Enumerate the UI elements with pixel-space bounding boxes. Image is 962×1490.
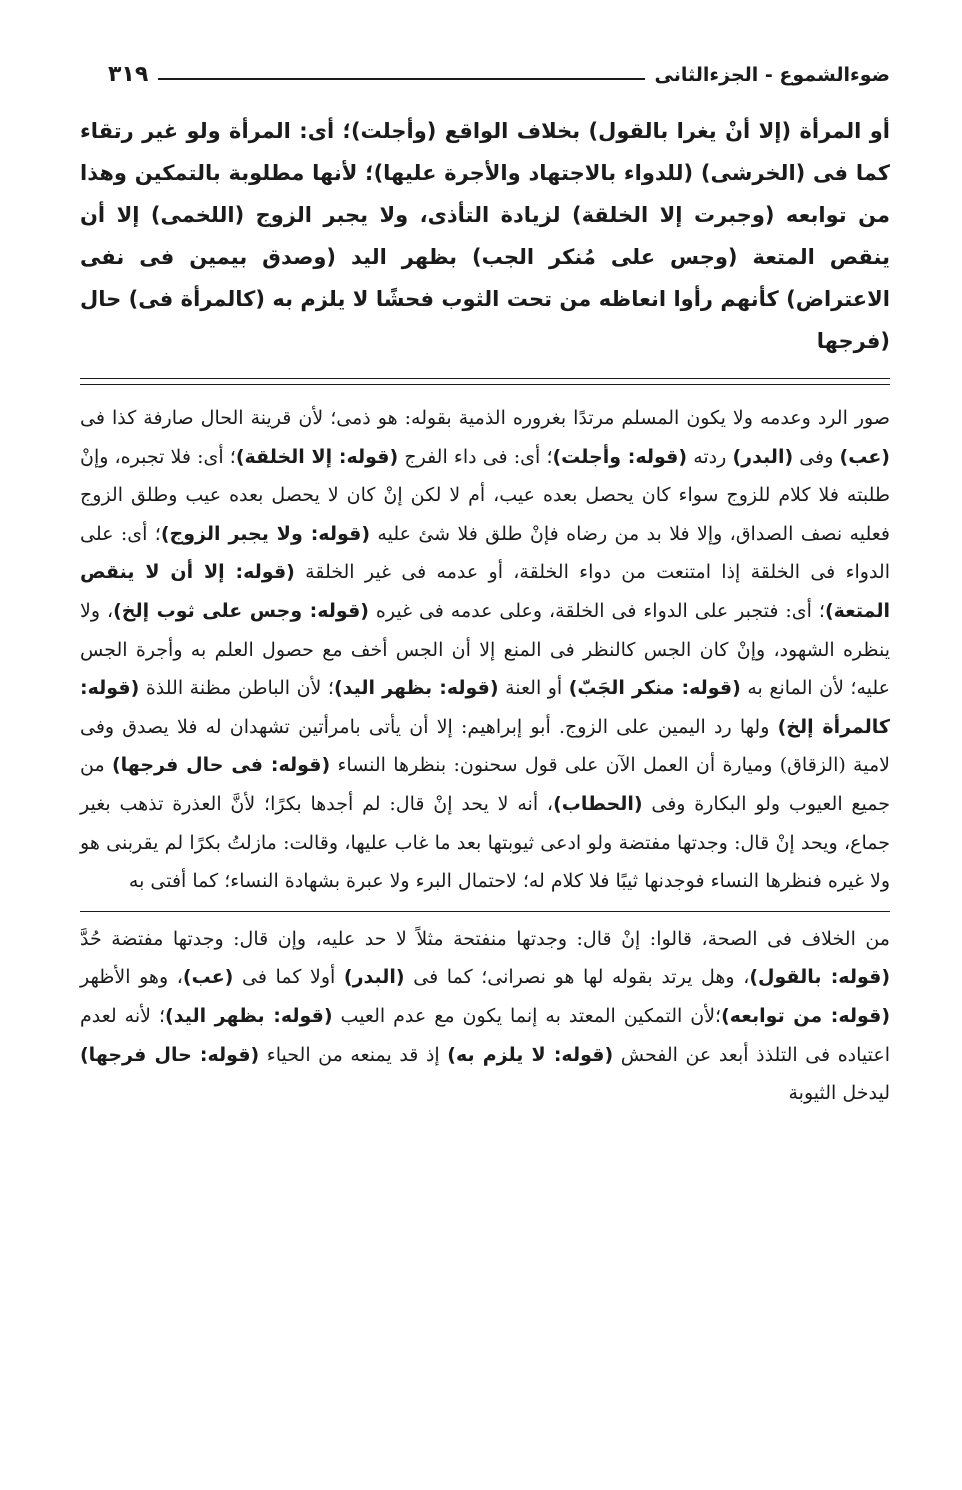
header-title: ضوءالشموع - الجزءالثانى bbox=[645, 64, 890, 86]
commentary-2 bbox=[80, 920, 890, 1113]
cited-phrase: (الحطاب) bbox=[553, 792, 643, 815]
cited-phrase: (قوله: حال فرجها) bbox=[80, 1043, 260, 1066]
commentary-text: أولا كما فى bbox=[233, 966, 344, 989]
commentary-text: ردته bbox=[687, 445, 733, 468]
cited-phrase: (قوله: فى حال فرجها) bbox=[111, 754, 331, 777]
cited-phrase: (قوله: بظهر اليد) bbox=[165, 1004, 333, 1027]
commentary-text: ؛ أى: فلا تجبره، وإنْ طلبته فلا كلام للزوج سواء كان يحصل بعده عيب، أم لا لكن إنْ كان لا يحصل بعده عيب وطلق الزوج فعليه نصف الصداق، وإلا فلا بد من رضاه فإنْ طلق فلا شئ عليه bbox=[80, 445, 891, 545]
commentary-text: وفى bbox=[793, 445, 840, 468]
double-separator bbox=[80, 378, 890, 385]
cited-phrase: (عب) bbox=[839, 445, 890, 468]
commentary-text: ولها رد اليمين على الزوج. أبو إبراهيم: إلا أن يأتى بامرأتين تشهدان له فلا يصدق وفى لامية (الزقاق) وميارة أن العمل الآن على قول سحنون: بنظرها النساء bbox=[80, 715, 890, 777]
cited-phrase: (قوله: إلا الخلقة) bbox=[235, 445, 399, 468]
cited-phrase: (قوله: بالقول) bbox=[749, 966, 891, 989]
commentary-paragraph-1 bbox=[80, 399, 890, 901]
cited-phrase: (قوله: ولا يجبر الزوج) bbox=[160, 522, 371, 545]
commentary-text: من جميع العيوب ولو البكارة وفى bbox=[80, 754, 891, 815]
commentary-text: ؛ لأن الباطن مظنة اللذة bbox=[139, 677, 334, 700]
cited-phrase: (قوله: لا يلزم به) bbox=[447, 1043, 614, 1066]
commentary-text: ، وهو الأظهر bbox=[80, 966, 183, 989]
cited-phrase: (قوله: وجس على ثوب إلخ) bbox=[113, 599, 369, 622]
commentary-text: ؛ لأنه لعدم اعتياده فى التلذذ أبعد عن الفحش bbox=[80, 1004, 890, 1066]
commentary-1 bbox=[80, 399, 890, 901]
cited-phrase: (عب) bbox=[182, 966, 234, 989]
page-number: ٣١٩ bbox=[80, 62, 158, 87]
cited-phrase: (قوله: وأجلت) bbox=[552, 445, 688, 468]
page bbox=[80, 60, 890, 1113]
commentary-text: ، وهل يرتد بقوله لها هو نصرانى؛ كما فى bbox=[404, 966, 750, 989]
cited-phrase: (قوله: من توابعه) bbox=[721, 1004, 891, 1027]
cited-phrase: (قوله: منكر الجَبّ) bbox=[568, 677, 741, 700]
commentary-text: ؛لأن التمكين المعتد به إنما يكون مع عدم العيب bbox=[332, 1004, 722, 1027]
commentary-text: أو العنة bbox=[498, 677, 569, 700]
commentary-text: ؛ أى: على الدواء فى الخلقة إذا امتنعت من دواء الخلقة، أو عدمه فى غير الخلقة bbox=[80, 522, 890, 584]
commentary-text: ؛ أى: فتجبر على الدواء فى الخلقة، وعلى عدمه فى غيره bbox=[368, 599, 825, 622]
cited-phrase: (البدر) bbox=[343, 966, 405, 989]
main-text bbox=[80, 110, 890, 362]
commentary-text: إذ قد يمنعه من الحياء bbox=[259, 1043, 448, 1066]
cited-phrase: (قوله: إلا أن لا ينقص المتعة) bbox=[80, 561, 891, 622]
main-paragraph: أو المرأة (إلا أنْ يغرا بالقول) بخلاف الواقع (وأجلت)؛ أى: المرأة ولو غير رتقاء كما فى (الخرشى) (للدواء بالاجتهاد والأجرة عليها)؛ لأنها مطلوبة بالتمكين وهذا من توابعه (وجبرت إلا الخلقة) لزيادة التأذى، ولا يجبر الزوج (اللخمى) إلا أن ينقص المتعة (وجس على مُنكر الجب) بظهر اليد (وصدق بيمين فى نفى الاعتراض) كأنهم رأوا انعاظه من تحت الثوب فحشًا لا يلزم به (كالمرأة فى) حال (فرجها bbox=[80, 119, 890, 353]
running-header bbox=[80, 60, 890, 104]
cited-phrase: (قوله: بظهر اليد) bbox=[333, 677, 499, 700]
commentary-text: ؛ أى: فى داء الفرج bbox=[398, 445, 553, 468]
single-separator bbox=[80, 911, 890, 912]
cited-phrase: (قوله: كالمرأة إلخ) bbox=[80, 677, 890, 738]
commentary-text: ، أنه لا يحد إنْ قال: لم أجدها بكرًا؛ لأنَّ العذرة تذهب بغير جماع، ويحد إنْ قال: وجدتها مفتضة ولو ادعى ثيوبتها بعد ما غاب عليها، وقالت: مازلتُ بكرًا لم يقربنى هو ولا غيره فنظرها النساء فوجدنها ثيبًا فلا كلام له؛ لاحتمال البرء ولا عبرة بشهادة النساء؛ كما أفتى به bbox=[80, 792, 890, 893]
commentary-paragraph-2 bbox=[80, 920, 890, 1113]
commentary-text: من الخلاف فى الصحة، قالوا: إنْ قال: وجدتها منفتحة مثلاً لا حد عليه، وإن قال: وجدتها مفتضة حُدَّ bbox=[80, 927, 890, 950]
commentary-text: ، ولا ينظره الشهود، وإنْ كان الجس كالنظر فى المنع إلا أن الجس أخف مع حصول العلم به وأجرة الجس عليه؛ لأن المانع به bbox=[80, 599, 891, 700]
cited-phrase: (البدر) bbox=[732, 445, 794, 468]
commentary-text: صور الرد وعدمه ولا يكون المسلم مرتدًا بغروره الذمية بقوله: هو ذمى؛ لأن قرينة الحال صارفة كذا فى bbox=[80, 407, 890, 429]
commentary-text: ليدخل الثيوبة bbox=[788, 1082, 890, 1105]
